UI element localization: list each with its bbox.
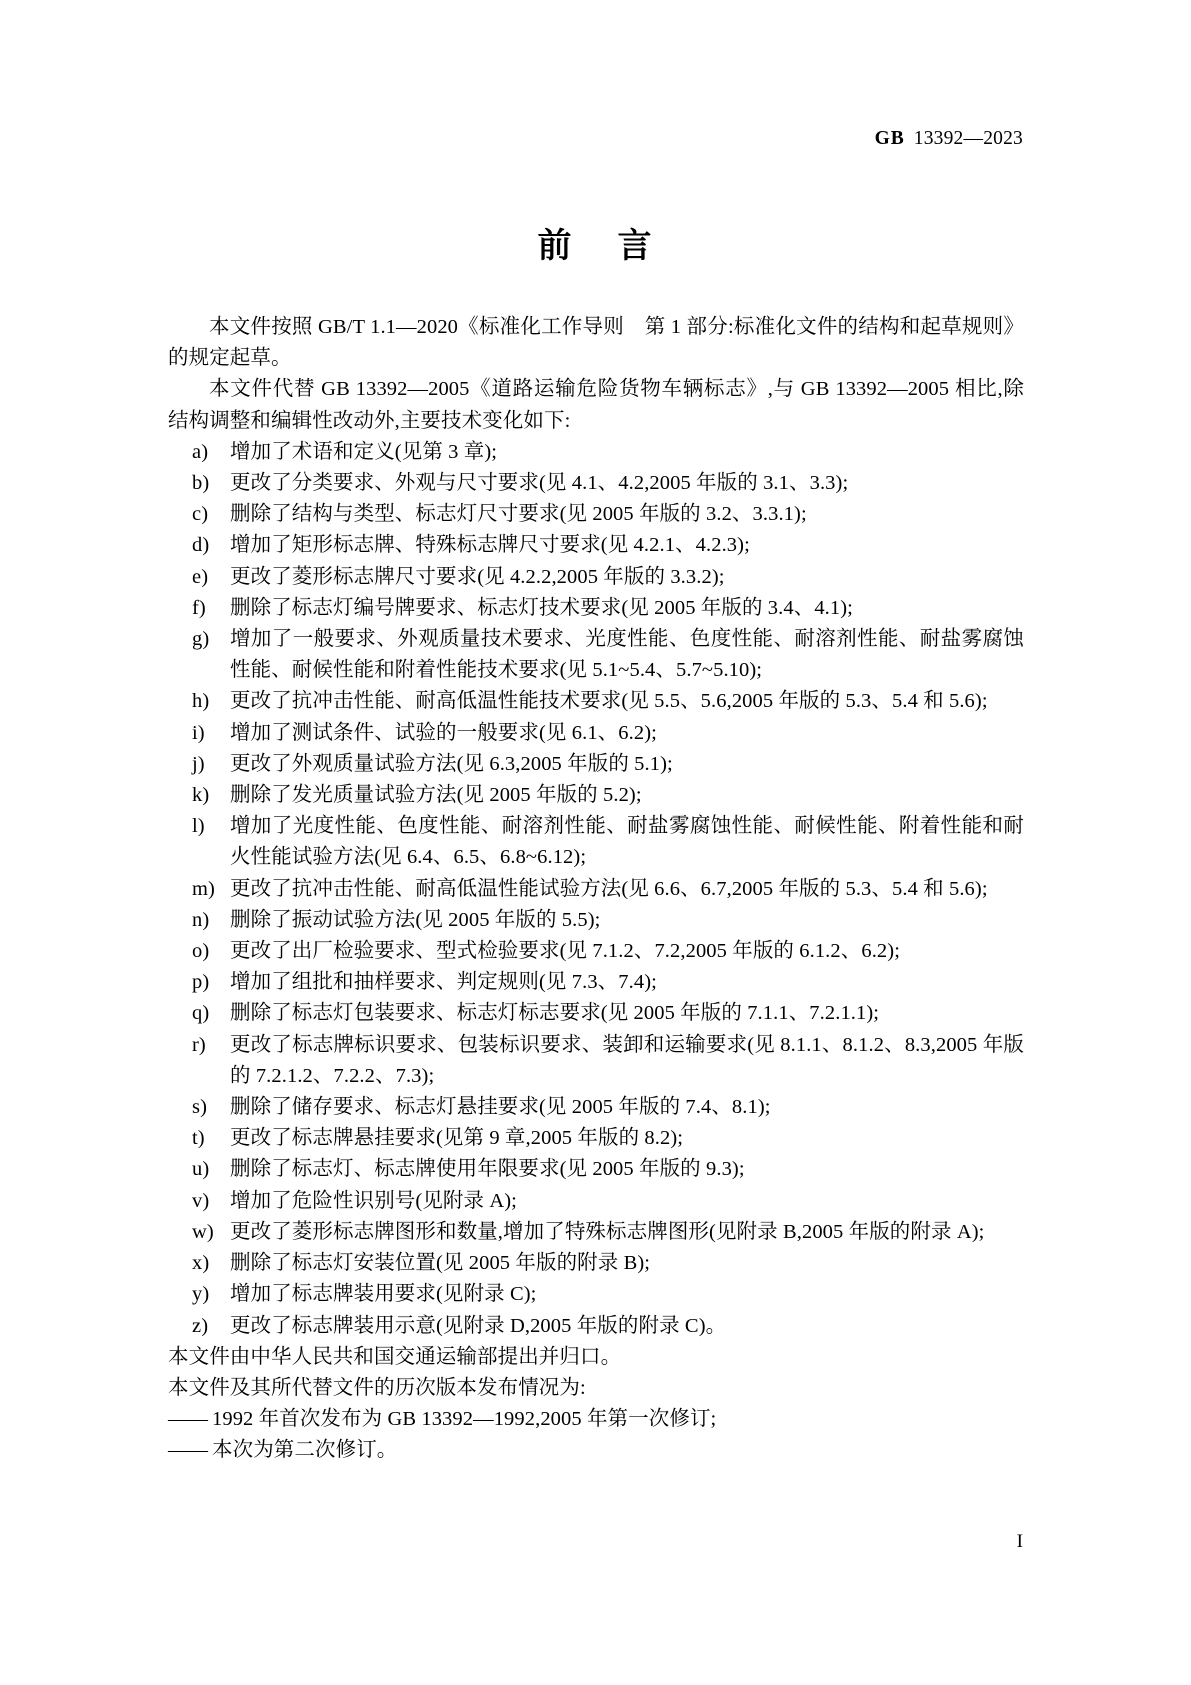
list-item-marker: j) (192, 752, 205, 775)
list-item-marker: r) (192, 1033, 206, 1056)
list-item (168, 1311, 1024, 1342)
list-item-marker: y) (192, 1283, 210, 1306)
intro-paragraph-2: 本文件代替 GB 13392—2005《道路运输危险货物车辆标志》,与 GB 13392—2005 相比,除结构调整和编辑性改动外,主要技术变化如下: (168, 378, 1024, 432)
list-item (168, 624, 1024, 686)
list-item (168, 874, 1024, 905)
list-item-marker: d) (192, 534, 210, 557)
list-item-text: 删除了结构与类型、标志灯尺寸要求(见 2005 年版的 3.2、3.3.1); (230, 503, 807, 526)
list-item-text: 更改了分类要求、外观与尺寸要求(见 4.1、4.2,2005 年版的 3.1、3.3); (230, 472, 849, 495)
list-item-marker: a) (192, 440, 209, 463)
list-item-text: 更改了抗冲击性能、耐高低温性能技术要求(见 5.5、5.6,2005 年版的 5.3、5.4 和 5.6); (230, 690, 988, 713)
em-dash-marker: —— (168, 1408, 207, 1431)
list-item (168, 811, 1024, 873)
list-item-text: 更改了抗冲击性能、耐高低温性能试验方法(见 6.6、6.7,2005 年版的 5.3、5.4 和 5.6); (230, 877, 988, 900)
list-item (168, 593, 1024, 624)
list-item-text: 更改了标志牌装用示意(见附录 D,2005 年版的附录 C)。 (230, 1314, 727, 1337)
list-item-text: 删除了发光质量试验方法(见 2005 年版的 5.2); (230, 784, 642, 807)
list-item-text: 增加了测试条件、试验的一般要求(见 6.1、6.2); (230, 721, 657, 744)
em-dash-marker: —— (168, 1439, 207, 1462)
list-item-marker: w) (192, 1220, 214, 1243)
list-item-marker: k) (192, 784, 210, 807)
version-history-item (168, 1435, 1024, 1466)
list-item-marker: z) (192, 1314, 209, 1337)
list-item-marker: n) (192, 908, 210, 931)
list-item-marker: v) (192, 1189, 210, 1212)
list-item (168, 686, 1024, 717)
list-item-text: 删除了标志灯、标志牌使用年限要求(见 2005 年版的 9.3); (230, 1158, 745, 1181)
list-item-text: 增加了组批和抽样要求、判定规则(见 7.3、7.4); (230, 971, 657, 994)
standard-prefix: GB (874, 128, 905, 149)
intro-paragraph-1: 本文件按照 GB/T 1.1—2020《标准化工作导则 第 1 部分:标准化文件的结构和起草规则》的规定起草。 (168, 316, 1024, 370)
list-item-text: 删除了标志灯包装要求、标志灯标志要求(见 2005 年版的 7.1.1、7.2.1.1); (230, 1002, 880, 1025)
list-item (168, 1217, 1024, 1248)
list-item (168, 437, 1024, 468)
page-title (0, 218, 1191, 267)
list-item-marker: f) (192, 596, 206, 619)
list-item-marker: c) (192, 503, 209, 526)
list-item (168, 998, 1024, 1029)
title-char-1: 前 (537, 226, 574, 266)
list-item (168, 1186, 1024, 1217)
list-item (168, 1248, 1024, 1279)
list-item-marker: s) (192, 1096, 208, 1119)
list-item-marker: p) (192, 971, 210, 994)
list-item-text: 更改了标志牌标识要求、包装标识要求、装卸和运输要求(见 8.1.1、8.1.2、8.3,2005 年版的 7.2.1.2、7.2.2、7.3); (230, 1033, 1024, 1087)
running-header (168, 128, 1023, 154)
page-number: I (1016, 1531, 1023, 1552)
list-item (168, 718, 1024, 749)
standard-number: 13392—2023 (913, 128, 1023, 149)
list-item-text: 删除了储存要求、标志灯悬挂要求(见 2005 年版的 7.4、8.1); (230, 1096, 771, 1119)
list-item-text: 删除了标志灯编号牌要求、标志灯技术要求(见 2005 年版的 3.4、4.1); (230, 596, 853, 619)
closing-paragraph-1: 本文件由中华人民共和国交通运输部提出并归口。 (168, 1345, 622, 1368)
list-item-text: 增加了一般要求、外观质量技术要求、光度性能、色度性能、耐溶剂性能、耐盐雾腐蚀性能、耐候性能和附着性能技术要求(见 5.1~5.4、5.7~5.10); (230, 628, 1024, 682)
list-item-text: 增加了标志牌装用要求(见附录 C); (230, 1283, 537, 1306)
list-item (168, 499, 1024, 530)
list-item-marker: l) (192, 815, 205, 838)
list-item-marker: t) (192, 1127, 205, 1150)
list-item (168, 936, 1024, 967)
version-history-list (168, 1404, 1024, 1466)
list-item-marker: e) (192, 565, 209, 588)
list-item-text: 更改了出厂检验要求、型式检验要求(见 7.1.2、7.2,2005 年版的 6.1.2、6.2); (230, 940, 900, 963)
list-item (168, 1279, 1024, 1310)
document-body (168, 312, 1024, 1467)
list-item (168, 1154, 1024, 1185)
closing-paragraph-2: 本文件及其所代替文件的历次版本发布情况为: (168, 1376, 586, 1399)
list-item-marker: g) (192, 628, 210, 651)
list-item-marker: q) (192, 1002, 210, 1025)
list-item-text: 更改了菱形标志牌图形和数量,增加了特殊标志牌图形(见附录 B,2005 年版的附录 A); (230, 1220, 985, 1243)
list-item-text: 更改了菱形标志牌尺寸要求(见 4.2.2,2005 年版的 3.3.2); (230, 565, 725, 588)
list-item (168, 468, 1024, 499)
list-item (168, 780, 1024, 811)
list-item-marker: h) (192, 690, 210, 713)
list-item-marker: u) (192, 1158, 210, 1181)
list-item-text: 增加了危险性识别号(见附录 A); (230, 1189, 517, 1212)
list-item (168, 1092, 1024, 1123)
list-item (168, 905, 1024, 936)
list-item (168, 1030, 1024, 1092)
list-item-text: 删除了标志灯安装位置(见 2005 年版的附录 B); (230, 1252, 651, 1275)
list-item-marker: b) (192, 472, 210, 495)
list-item-marker: m) (192, 877, 215, 900)
list-item-marker: i) (192, 721, 205, 744)
version-history-item (168, 1404, 1024, 1435)
list-item (168, 562, 1024, 593)
list-item (168, 967, 1024, 998)
technical-changes-list (168, 437, 1024, 1342)
list-item-text: 增加了矩形标志牌、特殊标志牌尺寸要求(见 4.2.1、4.2.3); (230, 534, 750, 557)
list-item-text: 更改了外观质量试验方法(见 6.3,2005 年版的 5.1); (230, 752, 673, 775)
version-history-text: 1992 年首次发布为 GB 13392—1992,2005 年第一次修订; (212, 1408, 717, 1431)
list-item-marker: o) (192, 940, 210, 963)
list-item-marker: x) (192, 1252, 210, 1275)
list-item-text: 删除了振动试验方法(见 2005 年版的 5.5); (230, 908, 601, 931)
list-item (168, 749, 1024, 780)
version-history-text: 本次为第二次修订。 (212, 1439, 398, 1462)
list-item (168, 530, 1024, 561)
title-char-2: 言 (617, 226, 654, 266)
list-item-text: 增加了术语和定义(见第 3 章); (230, 440, 498, 463)
list-item (168, 1123, 1024, 1154)
list-item-text: 增加了光度性能、色度性能、耐溶剂性能、耐盐雾腐蚀性能、耐候性能、附着性能和耐火性能试验方法(见 6.4、6.5、6.8~6.12); (230, 815, 1024, 869)
list-item-text: 更改了标志牌悬挂要求(见第 9 章,2005 年版的 8.2); (230, 1127, 684, 1150)
